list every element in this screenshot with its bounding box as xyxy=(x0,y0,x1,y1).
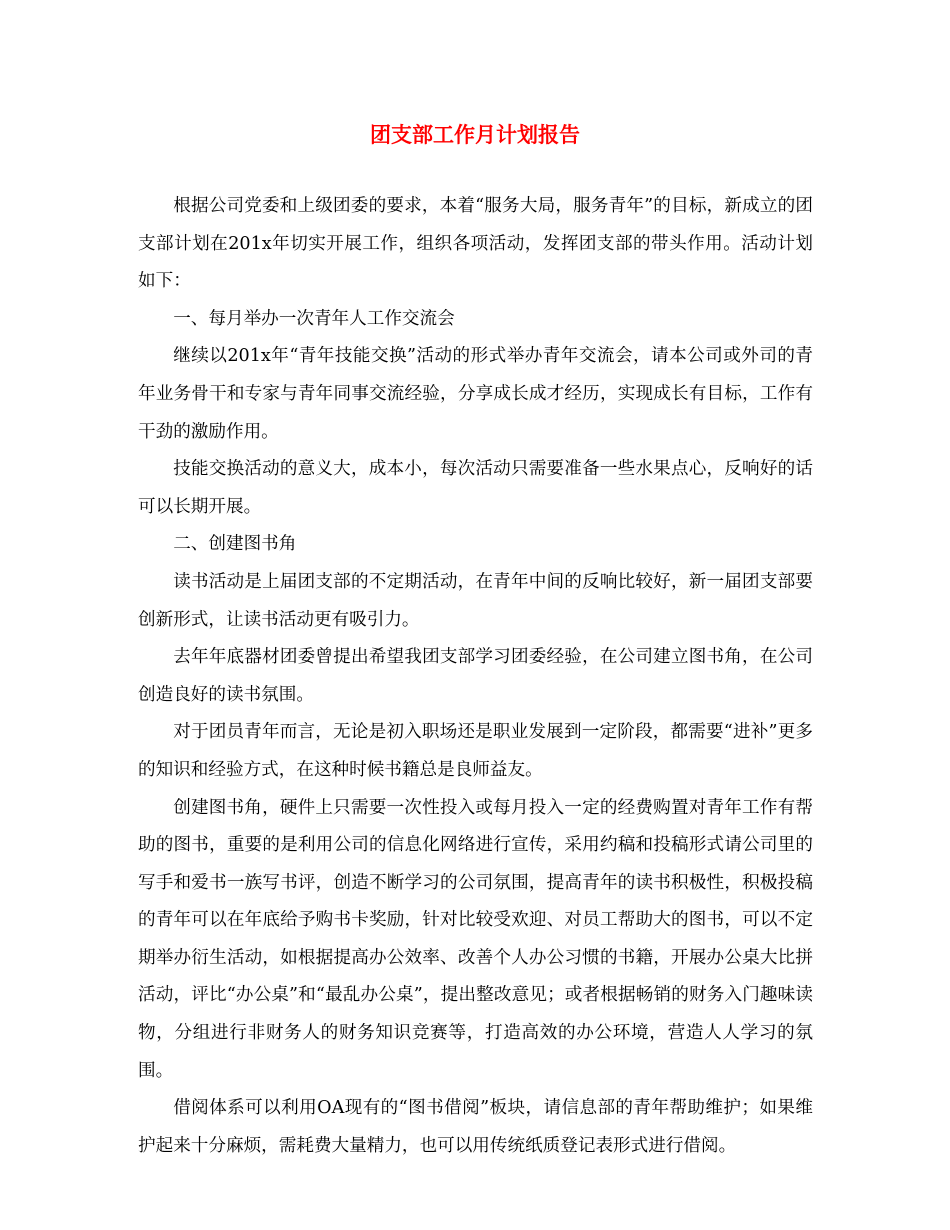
paragraph: 对于团员青年而言，无论是初入职场还是职业发展到一定阶段，都需要“进补”更多的知识和经验方式，在这种时候书籍总是良师益友。 xyxy=(138,722,813,780)
paragraph: 借阅体系可以利用OA现有的“图书借阅”板块，请信息部的青年帮助维护；如果维护起来十分麻烦，需耗费大量精力，也可以用传统纸质登记表形式进行借阅。 xyxy=(138,1098,813,1156)
paragraph: 技能交换活动的意义大，成本小，每次活动只需要准备一些水果点心，反响好的话可以长期开展。 xyxy=(138,459,813,517)
document-title: 团支部工作月计划报告 xyxy=(370,122,580,147)
paragraph: 创建图书角，硬件上只需要一次性投入或每月投入一定的经费购置对青年工作有帮助的图书，重要的是利用公司的信息化网络进行宣传，采用约稿和投稿形式请公司里的写手和爱书一族写书评，创造不断学习的公司氛围，提高青年的读书积极性，积极投稿的青年可以在年底给予购书卡奖励，针对比较受欢迎、对员工帮助大的图书，可以不定期举办衍生活动，如根据提高办公效率、改善个人办公习惯的书籍，开展办公桌大比拼活动，评比“办公桌”和“最乱办公桌”，提出整改意见；或者根据畅销的财务入门趣味读物，分组进行非财务人的财务知识竞赛等，打造高效的办公环境，营造人人学习的氛围。 xyxy=(138,797,813,1081)
paragraph-intro: 根据公司党委和上级团委的要求，本着“服务大局，服务青年”的目标，新成立的团支部计划在201x年切实开展工作，组织各项活动，发挥团支部的带头作用。活动计划如下： xyxy=(138,196,813,292)
section-heading-2: 二、创建图书角 xyxy=(173,534,297,555)
paragraph: 继续以201x年“青年技能交换”活动的形式举办青年交流会，请本公司或外司的青年业务骨干和专家与青年同事交流经验，分享成长成才经历，实现成长有目标，工作有干劲的激励作用。 xyxy=(138,346,813,442)
document-body xyxy=(138,188,813,1165)
paragraph: 去年年底器材团委曾提出希望我团支部学习团委经验，在公司建立图书角，在公司创造良好的读书氛围。 xyxy=(138,647,813,705)
section-heading-1: 一、每月举办一次青年人工作交流会 xyxy=(173,308,455,329)
paragraph: 读书活动是上届团支部的不定期活动，在青年中间的反响比较好，新一届团支部要创新形式，让读书活动更有吸引力。 xyxy=(138,571,813,630)
